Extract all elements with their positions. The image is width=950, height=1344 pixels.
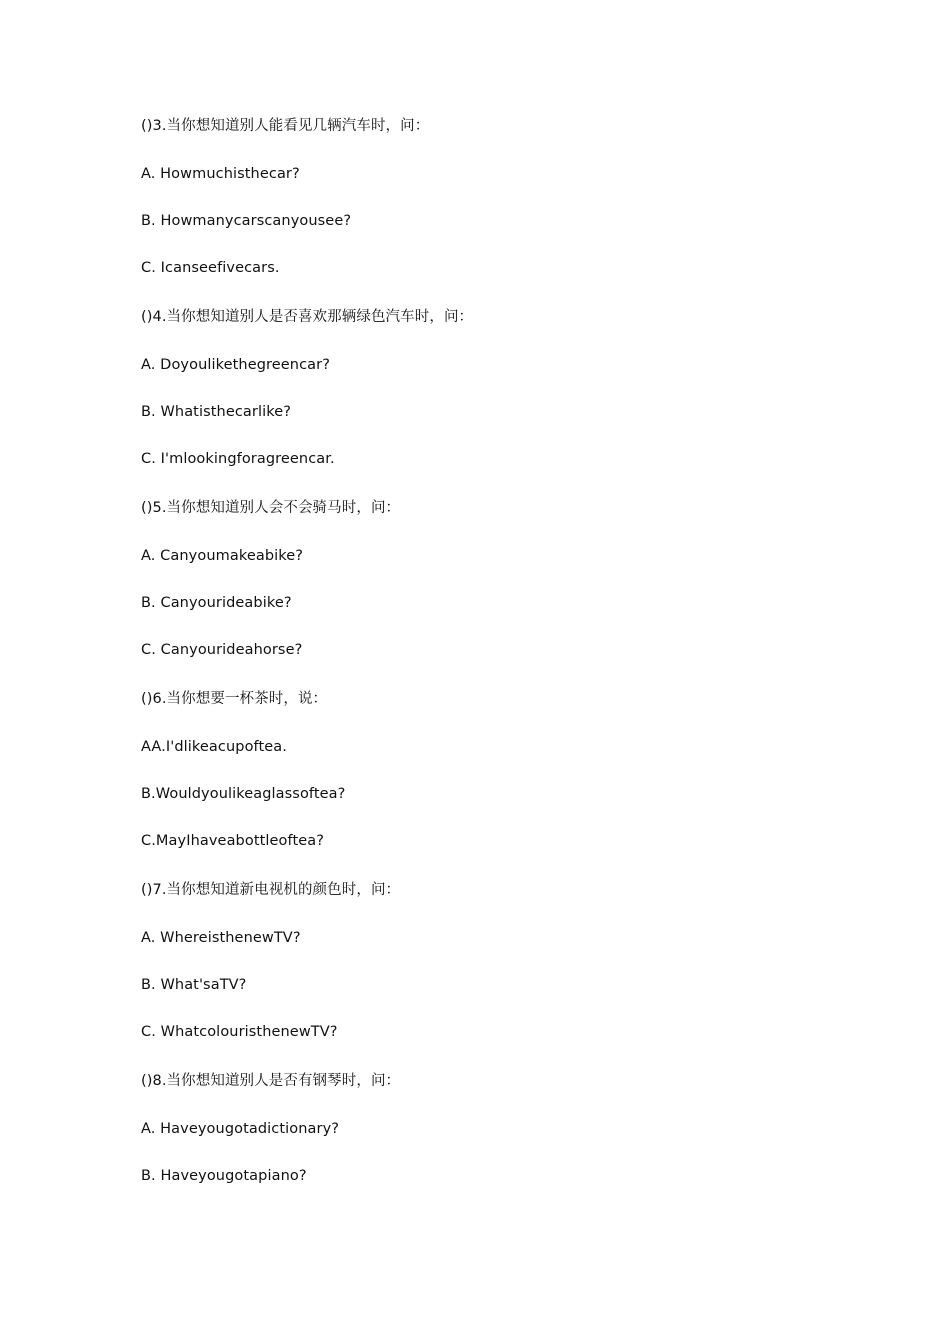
option-4c: C. I'mlookingforagreencar. [141, 451, 335, 467]
option-5c: C. Canyourideahorse? [141, 642, 303, 658]
option-5a: A. Canyoumakeabike? [141, 548, 304, 564]
question-8: ()8.当你想知道别人是否有钢琴时，问： [141, 1073, 401, 1089]
option-6b: B.Wouldyoulikeaglassoftea? [141, 786, 346, 802]
option-8b: B. Haveyougotapiano? [141, 1168, 307, 1184]
question-3: ()3.当你想知道别人能看见几辆汽车时，问： [141, 118, 430, 134]
option-4b: B. Whatisthecarlike? [141, 404, 292, 420]
question-6: ()6.当你想要一杯茶时，说： [141, 691, 328, 707]
option-3a: A. Howmuchisthecar? [141, 166, 300, 182]
option-3b: B. Howmanycarscanyousee? [141, 213, 352, 229]
option-7b: B. What'saTV? [141, 977, 247, 993]
question-4: ()4.当你想知道别人是否喜欢那辆绿色汽车时，问： [141, 309, 474, 325]
option-6a: AA.I'dlikeacupoftea. [141, 739, 287, 755]
option-7c: C. WhatcolouristhenewTV? [141, 1024, 338, 1040]
option-6c: C.MayIhaveabottleoftea? [141, 833, 325, 849]
question-5: ()5.当你想知道别人会不会骑马时，问： [141, 500, 401, 516]
option-5b: B. Canyourideabike? [141, 595, 292, 611]
option-4a: A. Doyoulikethegreencar? [141, 357, 331, 373]
option-3c: C. Icanseefivecars. [141, 260, 280, 276]
option-8a: A. Haveyougotadictionary? [141, 1121, 340, 1137]
option-7a: A. WhereisthenewTV? [141, 930, 301, 946]
question-7: ()7.当你想知道新电视机的颜色时，问： [141, 882, 401, 898]
